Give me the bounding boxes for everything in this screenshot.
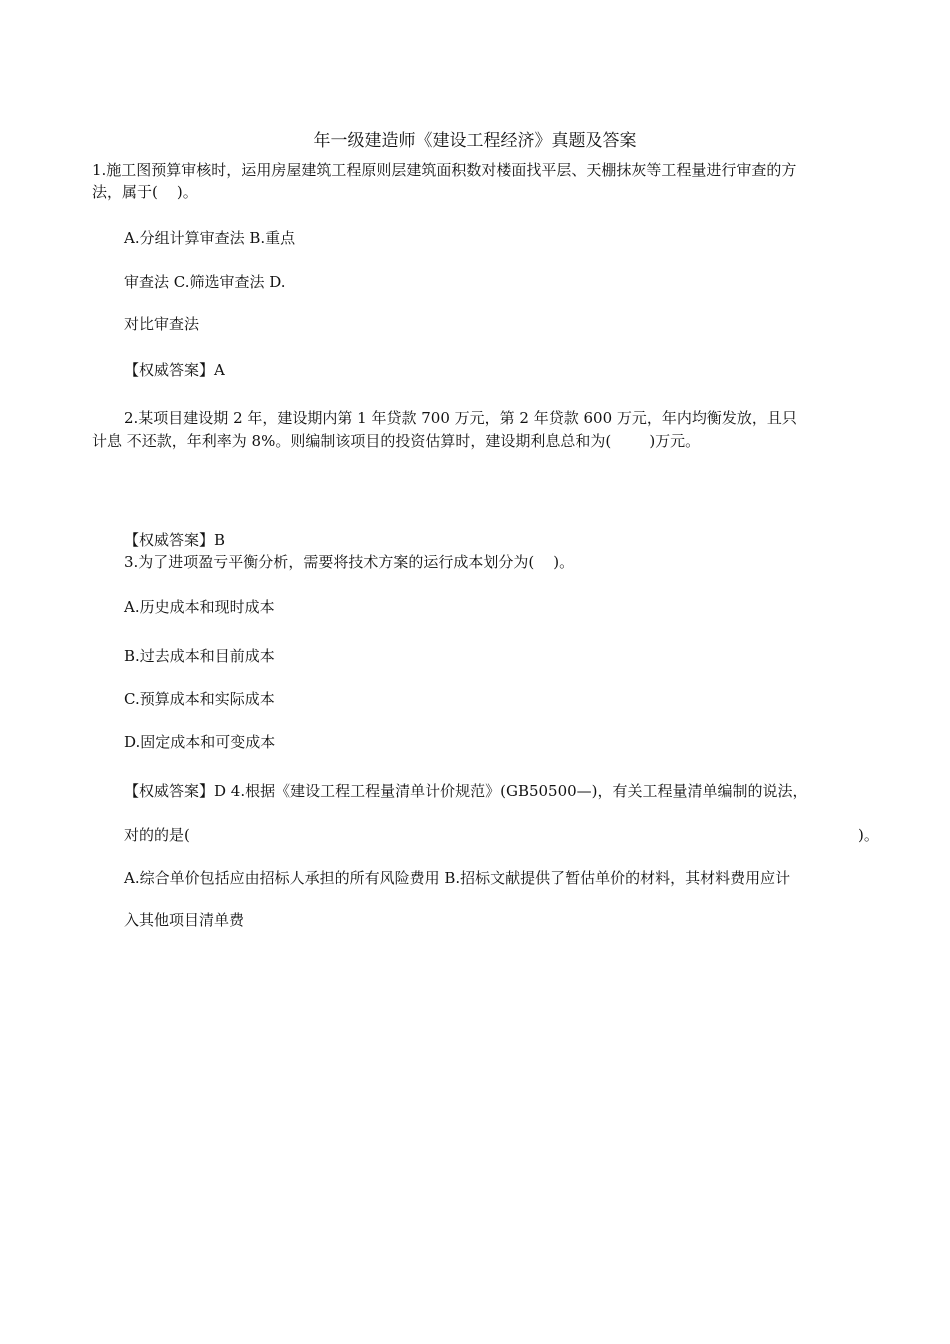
- q1-options-line1: A.分组计算审查法 B.重点: [124, 229, 296, 247]
- q1-options-line2: 审查法 C.筛选审查法 D.: [124, 273, 286, 291]
- q4-text-line1: 【权威答案】D 4.根据《建设工程工程量清单计价规范》(GB50500—)，有关工程量清单编制的说法，: [124, 782, 808, 800]
- q3-option-c: C.预算成本和实际成本: [124, 690, 275, 708]
- q1-options-line3: 对比审查法: [124, 315, 200, 333]
- q3-text: 3.为了进项盈亏平衡分析，需要将技术方案的运行成本划分为( )。: [124, 553, 575, 571]
- q3-option-d: D.固定成本和可变成本: [124, 733, 276, 751]
- q3-option-b: B.过去成本和目前成本: [124, 647, 275, 665]
- q3-option-a: A.历史成本和现时成本: [124, 598, 275, 616]
- document-title: 年一级建造师《建设工程经济》真题及答案: [313, 131, 637, 151]
- q2-answer: 【权威答案】B: [124, 531, 226, 549]
- q4-text-line2-paren: )。: [858, 826, 879, 844]
- q1-text-line1: 1.施工图预算审核时，运用房屋建筑工程原则层建筑面积数对楼面找平层、天棚抹灰等工程量进行审查的方: [92, 161, 797, 179]
- q4-options-line2: 入其他项目清单费: [124, 911, 245, 929]
- q1-text-line2: 法，属于( )。: [92, 183, 198, 201]
- q2-text-line1: 2.某项目建设期 2 年，建设期内第 1 年贷款 700 万元，第 2 年贷款 600 万元，年内均衡发放，且只: [124, 409, 797, 427]
- q1-answer: 【权威答案】A: [124, 361, 225, 379]
- q2-text-line2: 计息 不还款，年利率为 8%。则编制该项目的投资估算时，建设期利息总和为( )万元。: [92, 432, 701, 450]
- q4-text-line2: 对的的是(: [124, 826, 190, 844]
- q4-options-line1: A.综合单价包括应由招标人承担的所有风险费用 B.招标文献提供了暂估单价的材料，其材料费用应计: [124, 869, 791, 887]
